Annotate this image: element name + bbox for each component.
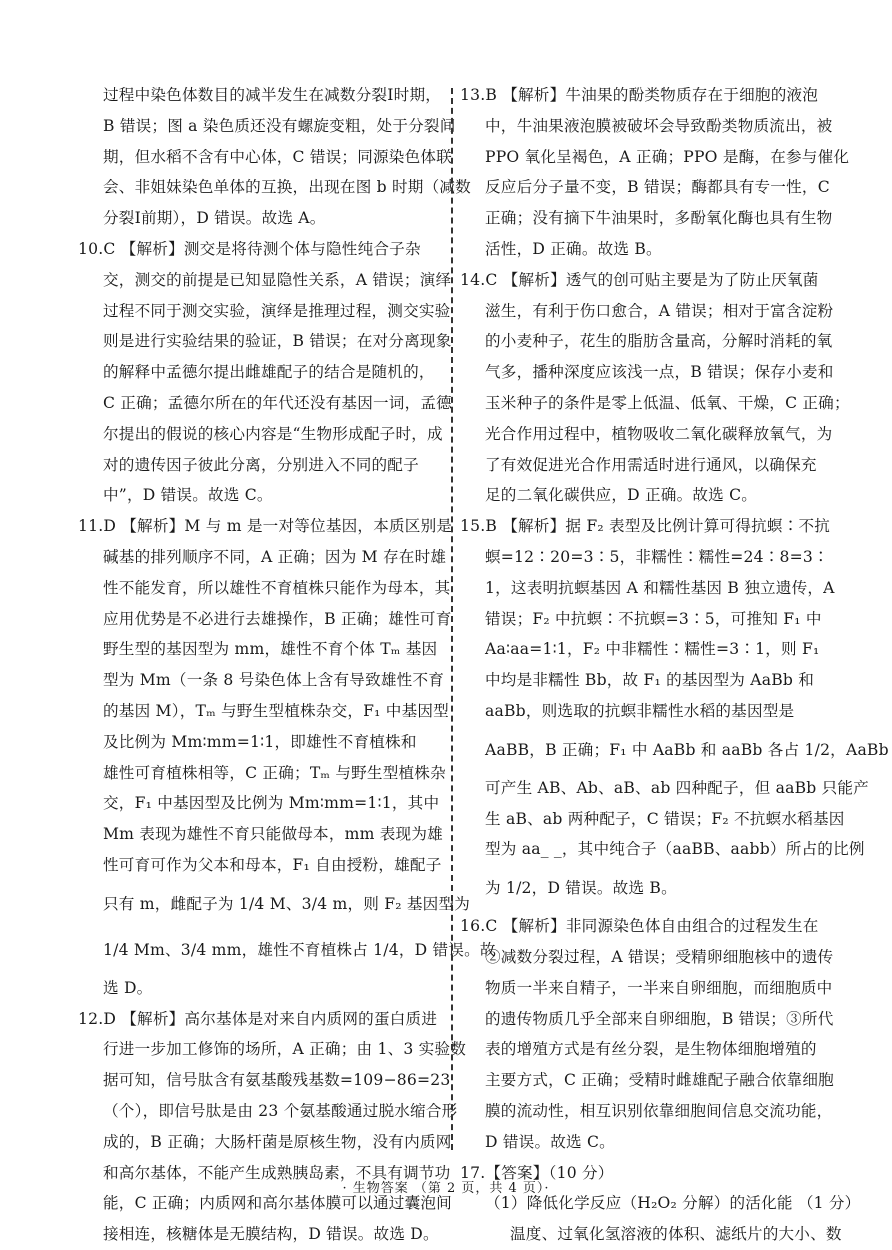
text-line: 据可知，信号肽含有氨基酸残基数=109−86=23 — [103, 1071, 451, 1090]
text-line: 可产生 AB、Ab、aB、ab 四种配子，但 aaBb 只能产 — [485, 778, 869, 797]
text-line: 活性，D 正确。故选 B。 — [485, 239, 662, 258]
text-line: 正确；没有摘下牛油果时，多酚氧化酶也具有生物 — [485, 209, 833, 228]
text-line: 17.【答案】（10 分） — [460, 1163, 614, 1182]
column-divider — [451, 88, 453, 1150]
text-line: 中”，D 错误。故选 C。 — [103, 486, 273, 505]
page-footer: · 生物答案 （第 2 页，共 4 页）· — [342, 1181, 550, 1196]
text-line: 滋生，有利于伤口愈合，A 错误；相对于富含淀粉 — [485, 301, 834, 320]
text-line: 过程中染色体数目的减半发生在减数分裂Ⅰ时期， — [103, 86, 442, 104]
text-line: 野生型的基因型为 mm，雄性不育个体 Tₘ 基因 — [103, 640, 438, 659]
text-line: 的解释中孟德尔提出雌雄配子的结合是随机的， — [103, 363, 435, 382]
text-line: C 正确；孟德尔所在的年代还没有基因一词，孟德 — [103, 393, 452, 412]
text-line: 中，牛油果液泡膜被破坏会导致酚类物质流出，被 — [485, 116, 833, 135]
text-line: 了有效促进光合作用需适时进行通风，以确保充 — [485, 455, 817, 474]
text-line: 11.D 【解析】M 与 m 是一对等位基因，本质区别是 — [78, 517, 453, 536]
text-line: 选 D。 — [103, 978, 153, 997]
text-line: Aa∶aa=1∶1，F₂ 中非糯性∶糯性=3∶1，则 F₁ — [485, 640, 820, 659]
text-line: 螟=12∶20=3∶5，非糯性∶糯性=24∶8=3∶ — [485, 547, 829, 566]
text-line: 成的，B 正确；大肠杆菌是原核生物，没有内质网 — [103, 1132, 452, 1151]
text-line: 的遗传物质几乎全部来自卵细胞，B 错误；③所代 — [485, 1009, 834, 1028]
text-line: ②减数分裂过程，A 错误；受精卵细胞核中的遗传 — [485, 947, 834, 966]
text-line: 为 1/2，D 错误。故选 B。 — [485, 879, 677, 898]
text-line: 尔提出的假说的核心内容是“生物形成配子时，成 — [103, 424, 443, 443]
text-line: 应用优势是不必进行去雄操作，B 正确；雄性可育 — [103, 609, 452, 628]
text-line: 的基因 M），Tₘ 与野生型植株杂交，F₁ 中基因型 — [103, 701, 449, 720]
text-line: 雄性可育植株相等，C 正确；Tₘ 与野生型植株杂 — [103, 763, 446, 782]
text-line: 过程不同于测交实验，演绎是推理过程，测交实验 — [103, 301, 451, 320]
text-line: 行进一步加工修饰的场所，A 正确；由 1、3 实验数 — [103, 1040, 467, 1059]
text-line: PPO 氧化呈褐色，A 正确；PPO 是酶，在参与催化 — [485, 147, 850, 166]
text-line: 光合作用过程中，植物吸收二氧化碳释放氧气，为 — [485, 424, 833, 443]
text-line: 足的二氧化碳供应，D 正确。故选 C。 — [485, 486, 758, 505]
text-line: 及比例为 Mm∶mm=1∶1，即雄性不育植株和 — [103, 732, 417, 751]
text-line: 交，F₁ 中基因型及比例为 Mm∶mm=1∶1，其中 — [103, 794, 440, 813]
text-line: 表的增殖方式是有丝分裂，是生物体细胞增殖的 — [485, 1040, 817, 1059]
text-line: 接相连，核糖体是无膜结构，D 错误。故选 D。 — [103, 1225, 439, 1244]
text-line: Mm 表现为雄性不育只能做母本，mm 表现为雄 — [103, 825, 443, 844]
text-line: 分裂Ⅰ前期），D 错误。故选 A。 — [103, 209, 326, 228]
text-line: 玉米种子的条件是零上低温、低氧、干燥，C 正确； — [485, 393, 850, 412]
text-line: 碱基的排列顺序不同，A 正确；因为 M 存在时雄 — [103, 547, 447, 566]
text-line: D 错误。故选 C。 — [485, 1132, 615, 1151]
text-line: （1）降低化学反应（H₂O₂ 分解）的活化能 （1 分） — [485, 1194, 861, 1213]
text-line: 型为 aa_ _，其中纯合子（aaBB、aabb）所占的比例 — [485, 840, 865, 859]
text-line: 物质一半来自精子，一半来自卵细胞，而细胞质中 — [485, 978, 833, 997]
text-line: 1/4 Mm、3/4 mm，雄性不育植株占 1/4，D 错误。故 — [103, 940, 496, 959]
text-line: 性不能发育，所以雄性不育植株只能作为母本，其 — [103, 578, 451, 597]
text-line: 15.B 【解析】据 F₂ 表型及比例计算可得抗螟∶不抗 — [460, 517, 831, 536]
text-line: 10.C 【解析】测交是将待测个体与隐性纯合子杂 — [78, 239, 421, 258]
text-line: B 错误；图 a 染色质还没有螺旋变粗，处于分裂间 — [103, 116, 456, 135]
text-line: 1，这表明抗螟基因 A 和糯性基因 B 独立遗传，A — [485, 578, 835, 597]
text-line: 膜的流动性，相互识别依靠细胞间信息交流功能， — [485, 1101, 833, 1120]
text-line: 气多，播种深度应该浅一点，B 错误；保存小麦和 — [485, 363, 834, 382]
text-line: 反应后分子量不变，B 错误；酶都具有专一性，C — [485, 178, 830, 197]
text-line: 生 aB、ab 两种配子，C 错误；F₂ 不抗螟水稻基因 — [485, 809, 845, 828]
text-line: 主要方式，C 正确；受精时雌雄配子融合依靠细胞 — [485, 1071, 834, 1090]
text-line: 温度、过氧化氢溶液的体积、滤纸片的大小、数 — [510, 1225, 842, 1244]
text-line: aaBb，则选取的抗螟非糯性水稻的基因型是 — [485, 701, 795, 720]
text-line: 对的遗传因子彼此分离，分别进入不同的配子 — [103, 455, 419, 474]
text-line: 型为 Mm（一条 8 号染色体上含有导致雄性不育 — [103, 671, 445, 690]
text-line: AaBB，B 正确；F₁ 中 AaBb 和 aaBb 各占 1/2，AaBb — [485, 740, 889, 759]
text-line: 能，C 正确；内质网和高尔基体膜可以通过囊泡间 — [103, 1194, 452, 1213]
text-line: 性可育可作为父本和母本，F₁ 自由授粉，雄配子 — [103, 855, 442, 874]
text-line: 期，但水稻不含有中心体，C 错误；同源染色体联 — [103, 147, 452, 166]
text-line: 13.B 【解析】牛油果的酚类物质存在于细胞的液泡 — [460, 86, 819, 104]
text-line: 则是进行实验结果的验证，B 错误；在对分离现象 — [103, 332, 452, 351]
right-column — [460, 80, 889, 1250]
text-line: 交，测交的前提是已知显隐性关系，A 错误；演绎 — [103, 270, 452, 289]
text-line: 的小麦种子，花生的脂肪含量高，分解时消耗的氧 — [485, 332, 833, 351]
text-line: 中均是非糯性 Bb，故 F₁ 的基因型为 AaBb 和 — [485, 671, 815, 690]
text-line: 错误；F₂ 中抗螟∶不抗螟=3∶5，可推知 F₁ 中 — [485, 609, 822, 628]
text-line: 会、非姐妹染色单体的互换，出现在图 b 时期（减数 — [103, 178, 471, 197]
text-line: 只有 m，雌配子为 1/4 M、3/4 m，则 F₂ 基因型为 — [103, 894, 471, 913]
text-line: （个），即信号肽是由 23 个氨基酸通过脱水缩合形 — [103, 1101, 458, 1120]
text-line: 和高尔基体，不能产生成熟胰岛素，不具有调节功 — [103, 1163, 451, 1182]
text-line: 14.C 【解析】透气的创可贴主要是为了防止厌氧菌 — [460, 270, 819, 289]
text-line: 12.D 【解析】高尔基体是对来自内质网的蛋白质进 — [78, 1009, 438, 1028]
text-line: 16.C 【解析】非同源染色体自由组合的过程发生在 — [460, 917, 819, 936]
